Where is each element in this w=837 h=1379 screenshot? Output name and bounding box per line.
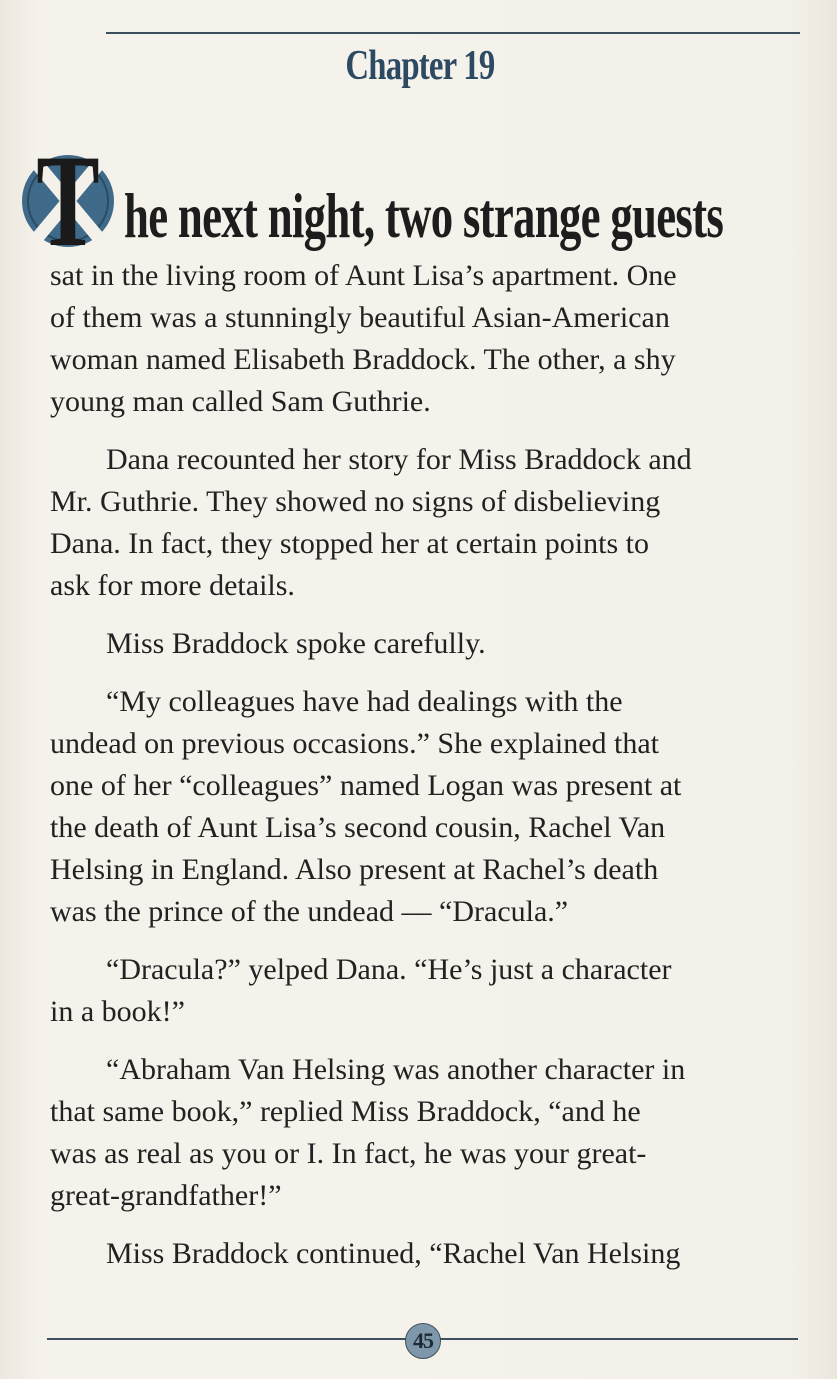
text-line: Miss Braddock spoke carefully. <box>106 627 486 660</box>
text-line: young man called Sam Guthrie. <box>50 385 431 418</box>
text-line: Miss Braddock continued, “Rachel Van Helsing <box>106 1237 681 1270</box>
text-line: sat in the living room of Aunt Lisa’s apartment. One <box>50 259 677 292</box>
text-line: was as real as you or I. In fact, he was your great- <box>50 1137 647 1170</box>
text-line: “Abraham Van Helsing was another character in <box>106 1053 686 1086</box>
paragraph <box>50 681 798 933</box>
bottom-divider-left <box>47 1338 407 1340</box>
chapter-title: Chapter 19 <box>345 43 495 89</box>
paragraph <box>50 623 798 665</box>
text-line: Helsing in England. Also present at Rachel’s death <box>50 853 659 886</box>
paragraph <box>50 439 798 607</box>
text-line: “Dracula?” yelped Dana. “He’s just a character <box>106 953 672 986</box>
text-line: woman named Elisabeth Braddock. The other, a shy <box>50 343 676 376</box>
text-line: in a book!” <box>50 995 185 1028</box>
text-line: great-grandfather!” <box>50 1179 282 1212</box>
text-line: undead on previous occasions.” She explained that <box>50 727 659 760</box>
page-number-badge: 45 <box>405 1323 441 1359</box>
text-line: Dana. In fact, they stopped her at certain points to <box>50 527 649 560</box>
text-line: one of her “colleagues” named Logan was present at <box>50 769 682 802</box>
text-line: Mr. Guthrie. They showed no signs of disbelieving <box>50 485 661 518</box>
paragraph <box>50 1049 798 1217</box>
paragraph <box>50 255 798 423</box>
text-line: ask for more details. <box>50 569 295 602</box>
bottom-divider-right <box>440 1338 798 1340</box>
top-divider <box>106 32 800 34</box>
first-line-heading: he next night, two strange guests <box>124 180 724 251</box>
text-line: Dana recounted her story for Miss Braddock and <box>106 443 692 476</box>
text-line: “My colleagues have had dealings with the <box>106 685 623 718</box>
text-line: that same book,” replied Miss Braddock, “and he <box>50 1095 641 1128</box>
text-line: of them was a stunningly beautiful Asian-American <box>50 301 670 334</box>
text-line: the death of Aunt Lisa’s second cousin, Rachel Van <box>50 811 666 844</box>
x-circle-dropcap-icon <box>18 135 122 253</box>
paragraph <box>50 949 798 1033</box>
body-text <box>50 255 798 1291</box>
dropcap-letter: T <box>36 135 100 253</box>
paragraph <box>50 1233 798 1275</box>
text-line: was the prince of the undead — “Dracula.” <box>50 895 569 928</box>
